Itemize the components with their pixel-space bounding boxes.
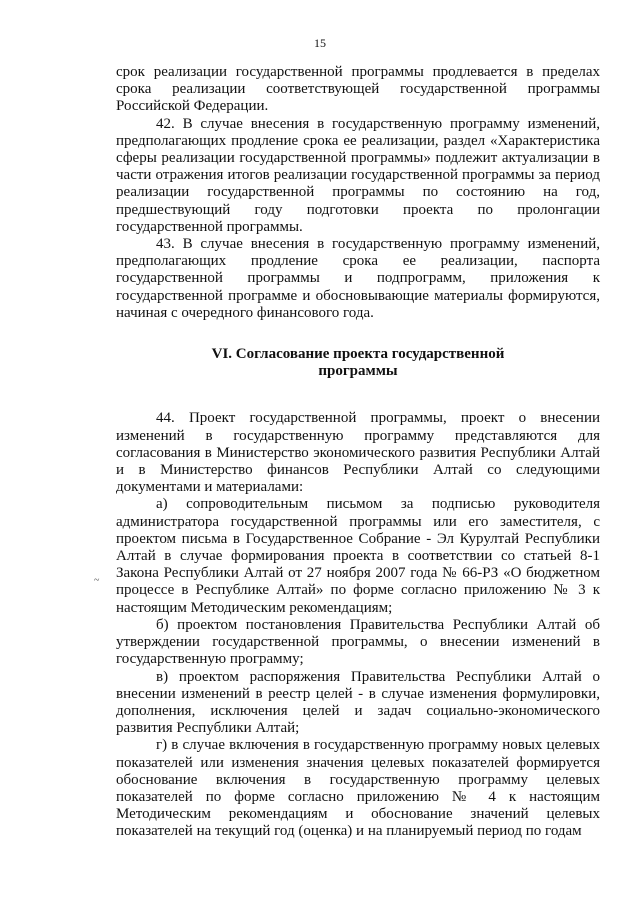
paragraph-43: 43. В случае внесения в государственную программу изменений, предполагающих продление срока ее реализации, паспорта государственной программы и подпрограмм, приложения к государственной программе и обосновывающие материалы формируются, начиная с очередного финансового года.: [116, 236, 600, 321]
list-item-b: б) проектом постановления Правительства Республики Алтай об утверждении государственной программы, о внесении изменений в государственную программу;: [116, 616, 600, 668]
document-body: [116, 64, 600, 841]
paragraph-continuation: срок реализации государственной программы продлевается в пределах срока реализации соответствующей государственной программы Российской Федерации.: [116, 64, 600, 115]
list-item-g: г) в случае включения в государственную программу новых целевых показателей или изменения значения целевых показателей формируется обоснование включения в государственную программу целевых показателей по форме согласно приложению № 4 к настоящим Методическим рекомендациям и обоснование значений целевых показателей на текущий год (оценка) и на планируемый период по годам: [116, 737, 600, 840]
page-number: 15: [314, 36, 326, 50]
list-item-v: в) проектом распоряжения Правительства Республики Алтай о внесении изменений в реестр целей - в случае изменения формулировки, дополнения, исключения целей и задач социально-экономического развития Республики Алтай;: [116, 668, 600, 737]
margin-mark: ~: [94, 575, 100, 586]
paragraph-42: 42. В случае внесения в государственную программу изменений, предполагающих продление срока ее реализации, раздел «Характеристика сферы реализации государственной программы» подлежит актуализации в части отражения итогов реализации государственной программы за период реализации государственной программы по состоянию на год, предшествующий году подготовки проекта по пролонгации государственной программы.: [116, 115, 600, 235]
list-item-a: а) сопроводительным письмом за подписью руководителя администратора государственной программы или его заместителя, с проектом письма в Государственное Собрание - Эл Курултай Республики Алтай в случае формирования проекта в соответствии со статьей 8-1 Закона Республики Алтай от 27 ноября 2007 года № 66-РЗ «О бюджетном процессе в Республике Алтай» по форме согласно приложению № 3 к настоящим Методическим рекомендациям;: [116, 496, 600, 616]
paragraph-44: 44. Проект государственной программы, проект о внесении изменений в государственную программу представляются для согласования в Министерство экономического развития Республики Алтай и в Министерство финансов Республики Алтай со следующими документами и материалами:: [116, 410, 600, 496]
section-title: VI. Согласование проекта государственной программы: [211, 346, 505, 380]
